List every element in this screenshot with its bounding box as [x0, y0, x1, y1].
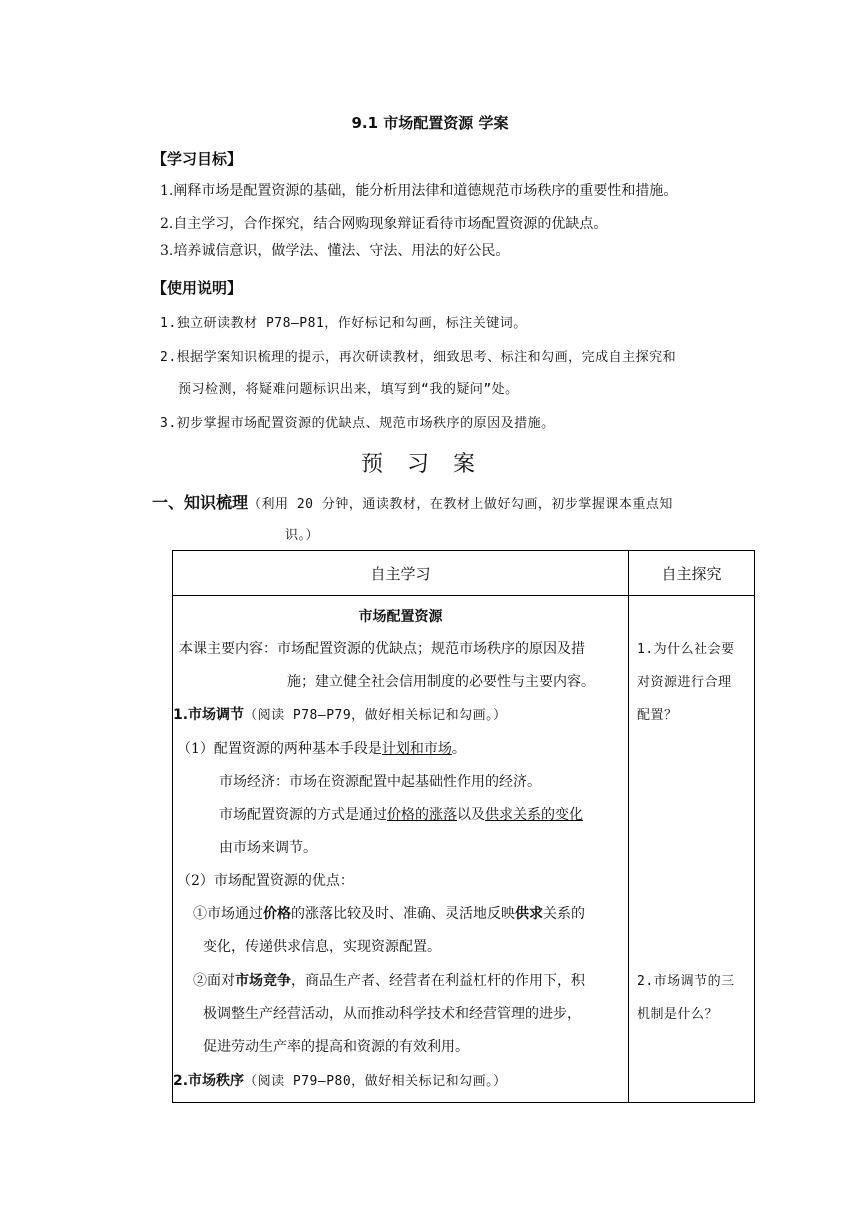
- goals-heading: 【学习目标】: [152, 150, 243, 168]
- advantage-2-c: ，商品生产者、经营者在利益杠杆的作用下，积: [291, 973, 585, 989]
- usage-item-2-cont: 预习检测，将疑难问题标识出来，填写到“我的疑问”处。: [178, 382, 519, 397]
- point-1: [177, 738, 466, 758]
- advantage-2-cont-2: 促进劳动生产率的提高和资源的有效利用。: [203, 1039, 469, 1055]
- goal-item-3: 3.培养诚信意识，做学法、懂法、守法、用法的好公民。: [160, 243, 510, 259]
- document-title: 9.1 市场配置资源 学案: [351, 114, 509, 132]
- point-allocation-way: [219, 804, 583, 824]
- advantage-2-cont-1: 极调整生产经营活动，从而推动科学技术和经营管理的进步，: [203, 1006, 581, 1022]
- col-header-self-explore: 自主探究: [629, 551, 755, 596]
- point-market-economy: 市场经济：市场在资源配置中起基础性作用的经济。: [219, 774, 541, 790]
- section-market-order-label: 2.市场秩序: [173, 1073, 245, 1089]
- point-1-text: （1）配置资源的两种基本手段是: [177, 741, 382, 757]
- section-1-heading: [152, 490, 673, 513]
- advantage-1: [193, 903, 585, 923]
- self-study-cell: [173, 596, 629, 1103]
- allocation-underline-price: 价格的涨落: [387, 807, 457, 823]
- section-1-note-cont: 识。）: [285, 528, 320, 543]
- question-2-line-2: 机制是什么？: [637, 1007, 719, 1022]
- advantage-2-bold-competition: 市场竞争: [235, 973, 291, 989]
- study-table: [172, 550, 755, 1103]
- allocation-text-b: 以及: [457, 807, 485, 823]
- section-market-regulation: [173, 704, 507, 724]
- usage-item-3: 3.初步掌握市场配置资源的优缺点、规范市场秩序的原因及措施。: [160, 416, 555, 431]
- cell-subtitle: 市场配置资源: [358, 609, 443, 625]
- goal-item-1: 1.阐释市场是配置资源的基础，能分析用法律和道德规范市场秩序的重要性和措施。: [160, 183, 678, 199]
- advantage-1-a: ①市场通过: [193, 906, 263, 922]
- advantage-1-e: 关系的: [543, 906, 585, 922]
- section-market-regulation-label: 1.市场调节: [173, 707, 245, 723]
- advantage-1-cont: 变化，传递供求信息，实现资源配置。: [203, 939, 441, 955]
- advantage-2-a: ②面对: [193, 973, 235, 989]
- section-1-note: （利用 20 分钟，通读教材，在教材上做好勾画，初步掌握课本重点知: [248, 497, 673, 512]
- question-1-line-1: 1.为什么社会要: [637, 642, 735, 657]
- allocation-text-a: 市场配置资源的方式是通过: [219, 807, 387, 823]
- point-allocation-way-cont: 由市场来调节。: [219, 840, 317, 856]
- self-explore-cell: [629, 596, 755, 1103]
- intro-line-2: 施；建立健全社会信用制度的必要性与主要内容。: [287, 674, 595, 690]
- usage-item-2: 2.根据学案知识梳理的提示，再次研读教材，细致思考、标注和勾画，完成自主探究和: [160, 350, 677, 365]
- allocation-underline-supply: 供求关系的变化: [485, 807, 583, 823]
- question-1-line-3: 配置？: [637, 708, 678, 723]
- intro-line-1: 本课主要内容：市场配置资源的优缺点；规范市场秩序的原因及措: [179, 641, 585, 657]
- point-2: （2）市场配置资源的优点：: [177, 873, 354, 889]
- usage-item-1: 1.独立研读教材 P78—P81，作好标记和勾画，标注关键词。: [160, 316, 527, 331]
- col-header-self-study: 自主学习: [173, 551, 629, 596]
- point-1-underlined: 计划和市场: [381, 741, 452, 757]
- usage-heading: 【使用说明】: [152, 279, 243, 297]
- section-market-order-note: （阅读 P79—P80，做好相关标记和勾画。）: [244, 1074, 507, 1089]
- advantage-1-bold-supply: 供求: [515, 906, 543, 922]
- section-market-order: [173, 1070, 507, 1090]
- point-1-end: 。: [451, 741, 466, 757]
- question-1-line-2: 对资源进行合理: [637, 675, 732, 690]
- section-1-label: 一、知识梳理: [152, 493, 249, 512]
- advantage-1-c: 的涨落比较及时、准确、灵活地反映: [291, 906, 515, 922]
- advantage-2: [193, 970, 585, 990]
- question-2-line-1: 2.市场调节的三: [637, 974, 735, 989]
- advantage-1-bold-price: 价格: [263, 906, 291, 922]
- preview-title: 预习案: [360, 452, 499, 477]
- goal-item-2: 2.自主学习，合作探究，结合网购现象辩证看待市场配置资源的优缺点。: [160, 216, 608, 232]
- section-market-regulation-note: （阅读 P78—P79，做好相关标记和勾画。）: [244, 708, 507, 723]
